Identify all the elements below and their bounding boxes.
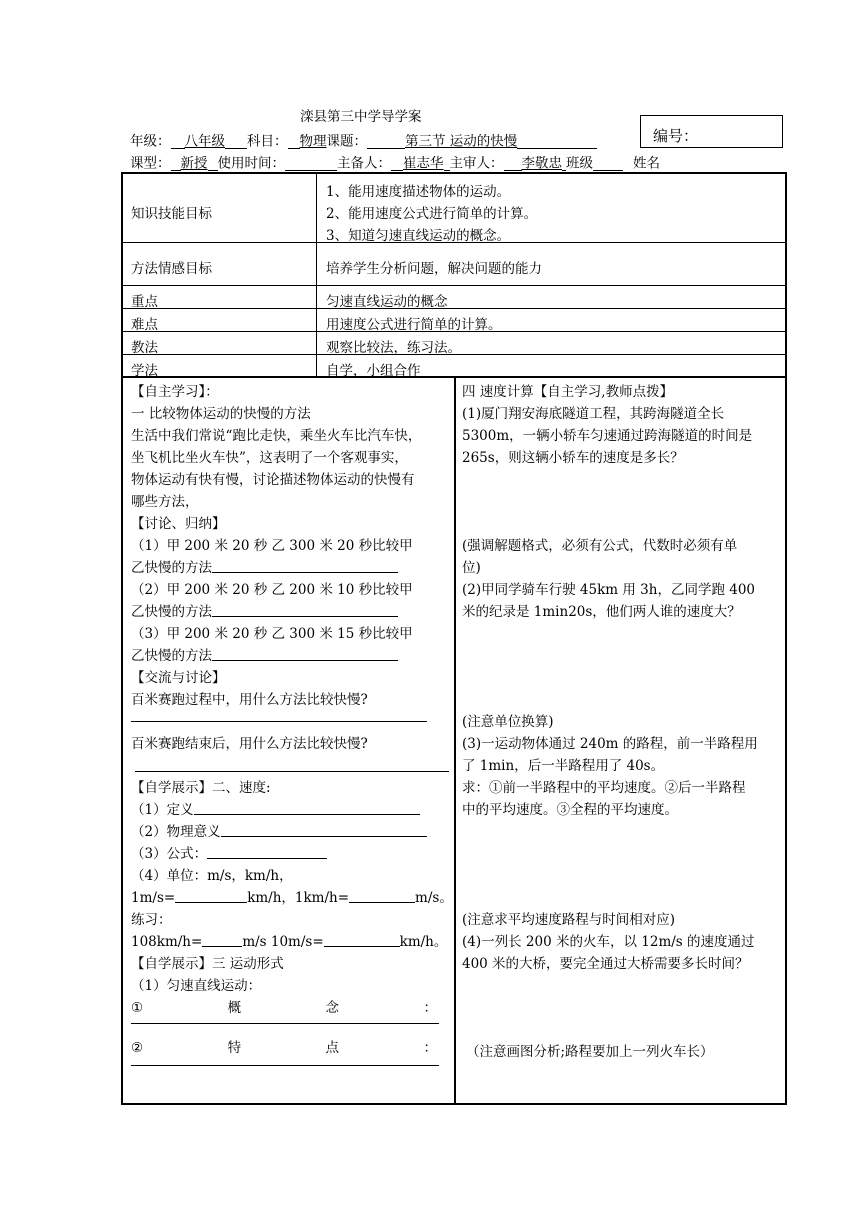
answer-blank[interactable]: [131, 1059, 439, 1066]
row-label-learning-method: 学法: [131, 363, 158, 379]
speed-heading: 【自学展示】二、速度:: [131, 780, 271, 796]
header-row-1: [130, 134, 597, 149]
page-title: 滦县第三中学导学案: [300, 109, 422, 125]
left-column: [131, 381, 453, 1073]
circled-two: ②: [131, 1040, 144, 1056]
conv-text: 1m/s=: [131, 890, 176, 906]
header-row-2: [130, 156, 660, 171]
answer-blank[interactable]: [212, 601, 398, 617]
answer-blank[interactable]: [175, 887, 247, 903]
compare-answer-3: [131, 645, 449, 667]
compare-case-1: （1）甲 200 米 20 秒 乙 300 米 20 秒比较甲: [131, 538, 413, 554]
work-space: [462, 469, 782, 535]
compare-case-2: （2）甲 200 米 20 秒 乙 200 米 10 秒比较甲: [131, 582, 413, 598]
concept-line: [131, 997, 437, 1019]
intro-line: 哪些方法，: [131, 494, 199, 510]
row-label-teaching-method: 教法: [131, 340, 158, 356]
practice-label: 练习：: [131, 912, 172, 928]
answer-prompt: （1）定义: [131, 802, 194, 818]
row-label-method-emotion: 方法情感目标: [131, 261, 212, 277]
problem-3-line: 了 1min，后一半路程用了 40s。: [462, 758, 665, 774]
answer-blank[interactable]: [324, 931, 400, 947]
knowledge-item-3: 3、知道匀速直线运动的概念。: [326, 228, 511, 244]
problem-3-line: 中的平均速度。③全程的平均速度。: [462, 802, 678, 818]
answer-prompt: 乙快慢的方法: [131, 560, 212, 576]
feature-line: [131, 1037, 437, 1059]
topic-value: 第三节 运动的快慢: [405, 133, 518, 150]
key-point-content: 匀速直线运动的概念: [326, 294, 448, 310]
method-emotion-content: 培养学生分析问题，解决问题的能力: [326, 261, 542, 277]
answer-blank[interactable]: [202, 931, 242, 947]
teaching-method-content: 观察比较法，练习法。: [326, 340, 461, 356]
circled-one: ①: [131, 1000, 144, 1016]
row-label-key-point: 重点: [131, 294, 158, 310]
row-label-knowledge: 知识技能目标: [131, 206, 212, 222]
name-label: 姓名: [633, 155, 660, 172]
speed-calc-heading: 四 速度计算【自主学习,教师点拨】: [462, 384, 674, 400]
answer-blank[interactable]: [135, 755, 449, 772]
answer-blank[interactable]: [194, 799, 420, 815]
concept-char: 念: [325, 1000, 340, 1016]
learning-method-content: 自学，小组合作: [326, 363, 421, 379]
compare-case-3: （3）甲 200 米 20 秒 乙 300 米 15 秒比较甲: [131, 626, 413, 642]
concept-answer-line: [131, 1019, 449, 1033]
feature-char: 特: [227, 1040, 242, 1056]
answer-prompt: 乙快慢的方法: [131, 604, 212, 620]
diagram-note: （注意画图分析;路程要加上一列火车长）: [466, 1044, 714, 1060]
practice-line: [131, 931, 449, 953]
answer-line-during: [131, 711, 449, 733]
problem-4-line: 400 米的大桥，要完全通过大桥需要多长时间？: [462, 956, 749, 972]
work-space: [462, 623, 782, 711]
question-during-race: 百米赛跑过程中，用什么方法比较快慢?: [131, 692, 368, 708]
code-label: 编号：: [653, 127, 699, 145]
intro-line: 坐飞机比坐火车快”，这表明了一个客观事实，: [131, 450, 408, 466]
definition-line: [131, 799, 449, 821]
colon: ：: [423, 1040, 437, 1056]
knowledge-item-2: 2、能用速度公式进行简单的计算。: [326, 206, 538, 222]
problem-4-line: (4)一列长 200 米的火车，以 12m/s 的速度通过: [462, 934, 755, 950]
preparer-value: 崔志华: [403, 155, 444, 172]
conv-text: 108km/h=: [131, 934, 203, 950]
answer-prompt: 乙快慢的方法: [131, 648, 212, 664]
answer-line-after: [131, 755, 449, 777]
intro-line: 物体运动有快有慢，讨论描述物体运动的快慢有: [131, 472, 415, 488]
conv-text: km/h，1km/h=: [247, 890, 350, 906]
unit-note: (注意单位换算): [462, 714, 554, 730]
section-one-title: 一 比较物体运动的快慢的方法: [131, 406, 311, 422]
reviewer-value: 李敬忠: [521, 155, 562, 172]
time-label: 使用时间：: [217, 155, 285, 172]
work-space: [462, 821, 782, 909]
right-column: [462, 381, 782, 1063]
problem-3-line: 求：①前一半路程中的平均速度。②后一半路程: [462, 780, 746, 796]
subject-value: 物理: [299, 133, 327, 150]
answer-blank[interactable]: [131, 711, 427, 722]
row-label-difficulty: 难点: [131, 317, 158, 333]
difficulty-content: 用速度公式进行简单的计算。: [326, 317, 502, 333]
answer-blank[interactable]: [221, 821, 427, 837]
type-label: 课型：: [130, 155, 171, 172]
problem-2-line: (2)甲同学骑车行驶 45km 用 3h，乙同学跑 400: [462, 582, 755, 598]
exchange-heading: 【交流与讨论】: [131, 670, 226, 686]
unit-line: （4）单位：m/s，km/h，: [131, 868, 293, 884]
preparer-label: 主备人：: [337, 155, 391, 172]
unit-conversion-line: [131, 887, 453, 909]
work-space: [462, 975, 782, 1041]
answer-prompt: （2）物理意义: [131, 824, 221, 840]
class-label: 班级: [566, 155, 593, 172]
problem-3-line: (3)一运动物体通过 240m 的路程，前一半路程用: [462, 736, 758, 752]
problem-1-line: 5300m，一辆小轿车匀速通过跨海隧道的时间是: [462, 428, 753, 444]
answer-blank[interactable]: [212, 557, 398, 573]
problem-2-line: 米的纪录是 1min20s，他们两人谁的速度大？: [462, 604, 741, 620]
grade-label: 年级：: [130, 133, 171, 150]
colon: ：: [423, 1000, 437, 1016]
motion-heading: 【自学展示】三 运动形式: [131, 956, 284, 972]
reviewer-label: 主审人：: [449, 155, 504, 172]
conv-text: m/s 10m/s=: [242, 934, 324, 950]
type-value: 新授: [180, 155, 208, 172]
grade-value: 八年级: [184, 133, 225, 150]
answer-blank[interactable]: [207, 843, 327, 859]
conv-text: km/h。: [399, 934, 448, 950]
code-box: [640, 115, 783, 148]
discussion-heading: 【讨论、归纳】: [131, 516, 226, 532]
knowledge-item-1: 1、能用速度描述物体的运动。: [326, 184, 511, 200]
subject-label: 科目：: [247, 133, 288, 150]
problem-1-line: (1)厦门翔安海底隧道工程，其跨海隧道全长: [462, 406, 725, 422]
format-note: (强调解题格式，必须有公式，代数时必须有单: [462, 538, 738, 554]
question-after-race: 百米赛跑结束后，用什么方法比较快慢?: [131, 736, 368, 752]
meaning-line: [131, 821, 449, 843]
answer-blank[interactable]: [131, 1019, 439, 1024]
conv-text: m/s。: [415, 890, 453, 906]
problem-1-line: 265s，则这辆小轿车的速度是多长？: [462, 450, 684, 466]
self-study-heading: 【自主学习】：: [131, 384, 219, 400]
compare-answer-2: [131, 601, 449, 623]
uniform-motion-label: （1）匀速直线运动：: [131, 978, 262, 994]
feature-answer-line: [131, 1059, 449, 1073]
formula-line: [131, 843, 449, 865]
topic-label: 课题：: [326, 133, 367, 150]
intro-line: 生活中我们常说“跑比走快，乘坐火车比汽车快，: [131, 428, 422, 444]
concept-char: 概: [227, 1000, 242, 1016]
feature-char: 点: [325, 1040, 340, 1056]
compare-answer-1: [131, 557, 449, 579]
average-speed-note: (注意求平均速度路程与时间相对应): [462, 912, 676, 928]
answer-blank[interactable]: [212, 645, 398, 661]
answer-prompt: （3）公式：: [131, 846, 208, 862]
answer-blank[interactable]: [349, 887, 415, 903]
format-note: 位): [462, 560, 481, 576]
